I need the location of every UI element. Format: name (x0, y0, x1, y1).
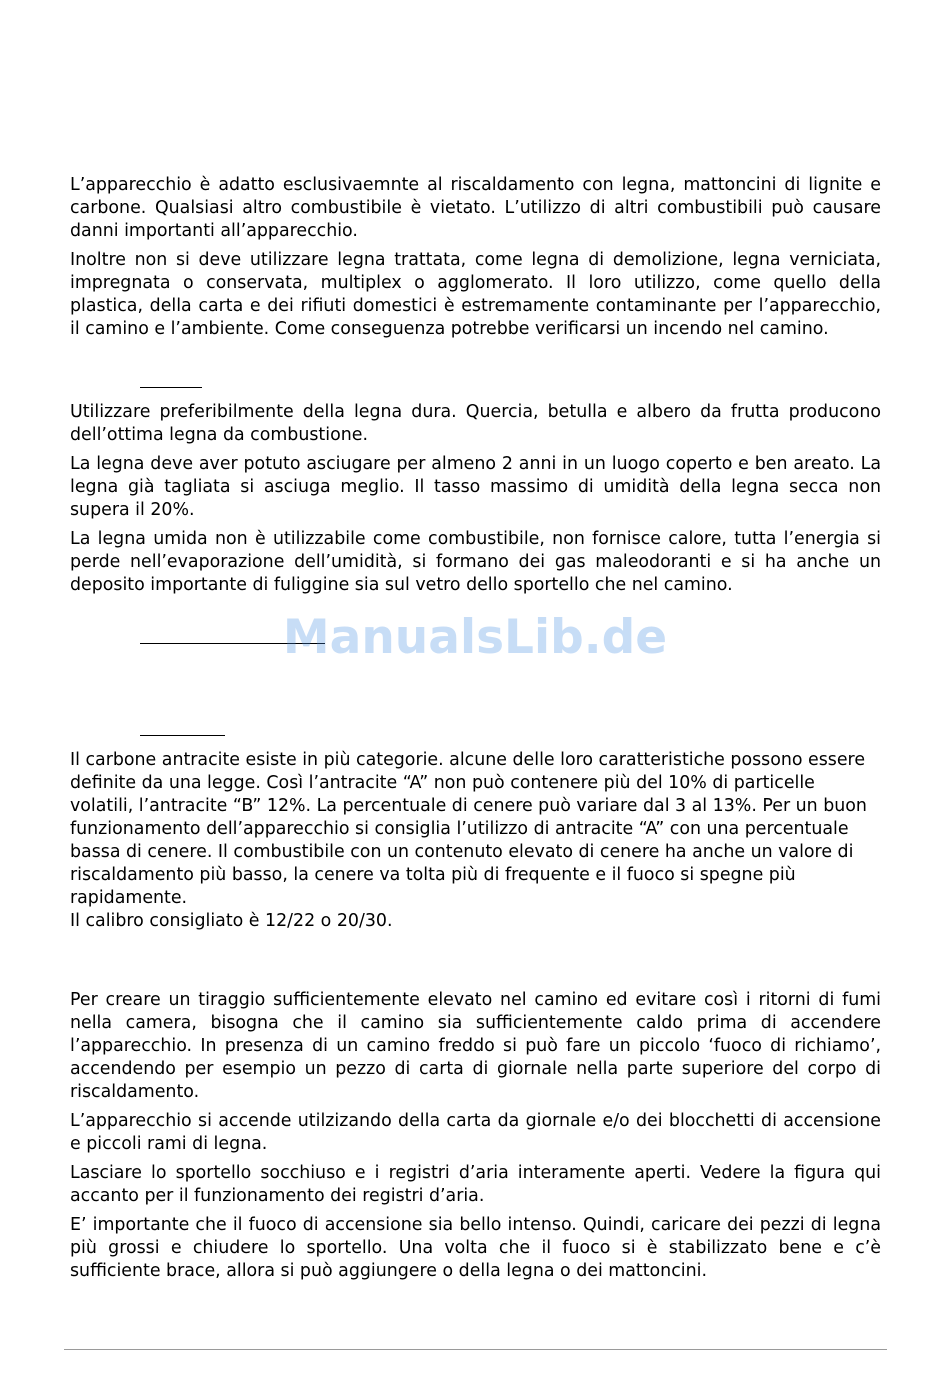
heading-underline-coal (140, 735, 225, 736)
coal-section (70, 749, 881, 933)
fuel-paragraph-1: L’apparecchio è adatto esclusivaemnte al riscaldamento con legna, mattoncini di lignite e carbone. Qualsiasi altro combustibile è vietato. L’utilizzo di altri combustibili può causare danni importanti all’apparecchio. (70, 175, 881, 241)
watermark-logo: ManualsLib.de (282, 610, 668, 665)
wood-paragraph-2: La legna deve aver potuto asciugare per almeno 2 anni in un luogo coperto e ben areato. La legna già tagliata si asciuga meglio. Il tasso massimo di umidità della legna secca non supera il 20%. (70, 454, 881, 520)
wood-section (70, 401, 881, 597)
ignition-paragraph-1: Per creare un tiraggio sufficientemente elevato nel camino ed evitare così i ritorni di fumi nella camera, bisogna che il camino sia sufficientemente caldo prima di accendere l’apparecchio. In presenza di un camino freddo si può fare un piccolo ‘fuoco di richiamo’, accendendo per esempio un pezzo di carta di giornale nella parte superiore del corpo di riscaldamento. (70, 990, 881, 1102)
ignition-paragraph-3: Lasciare lo sportello socchiuso e i registri d’aria interamente aperti. Vedere la figura qui accanto per il funzionamento dei registri d’aria. (70, 1163, 881, 1206)
ignition-section (70, 989, 881, 1283)
fuel-paragraph-2: Inoltre non si deve utilizzare legna trattata, come legna di demolizione, legna verniciata, impregnata o conservata, multiplex o agglomerato. Il loro utilizzo, come quello della plastica, della carta e dei rifiuti domestici è estremamente contaminante per l’apparecchio, il camino e l’ambiente. Come conseguenza potrebbe verificarsi un incendo nel camino. (70, 250, 881, 339)
fuel-section (70, 174, 881, 341)
ignition-paragraph-4: E’ importante che il fuoco di accensione sia bello intenso. Quindi, caricare dei pezzi di legna più grossi e chiudere lo sportello. Una volta che il fuoco si è stabilizzato bene e c’è sufficiente brace, allora si può aggiungere o della legna o dei mattoncini. (70, 1215, 881, 1281)
footer-divider (64, 1349, 887, 1350)
heading-underline-wood (140, 387, 202, 388)
coal-paragraph-1: Il carbone antracite esiste in più categorie. alcune delle loro caratteristiche possono essere definite da una legge. Così l’antracite “A” non può contenere più del 10% di particelle volatili, l’antracite “B” 12%. La percentuale di cenere può variare dal 3 al 13%. Per un buon funzionamento dell’apparecchio si consiglia l’utilizzo di antracite “A” con una percentuale bassa di cenere. Il combustibile con un contenuto elevato di cenere ha anche un valore di riscaldamento più basso, la cenere va tolta più di frequente e il fuoco si spegne più rapidamente. (70, 750, 867, 908)
coal-paragraph-2: Il calibro consigliato è 12/22 o 20/30. (70, 911, 393, 931)
ignition-paragraph-2: L’apparecchio si accende utilzizando della carta da giornale e/o dei blocchetti di accensione e piccoli rami di legna. (70, 1111, 881, 1154)
wood-paragraph-1: Utilizzare preferibilmente della legna dura. Quercia, betulla e albero da frutta producono dell’ottima legna da combustione. (70, 402, 881, 445)
wood-paragraph-3: La legna umida non è utilizzabile come combustibile, non fornisce calore, tutta l’energia si perde nell’evaporazione dell’umidità, si formano dei gas maleodoranti e si ha anche un deposito importante di fuliggine sia sul vetro dello sportello che nel camino. (70, 529, 881, 595)
